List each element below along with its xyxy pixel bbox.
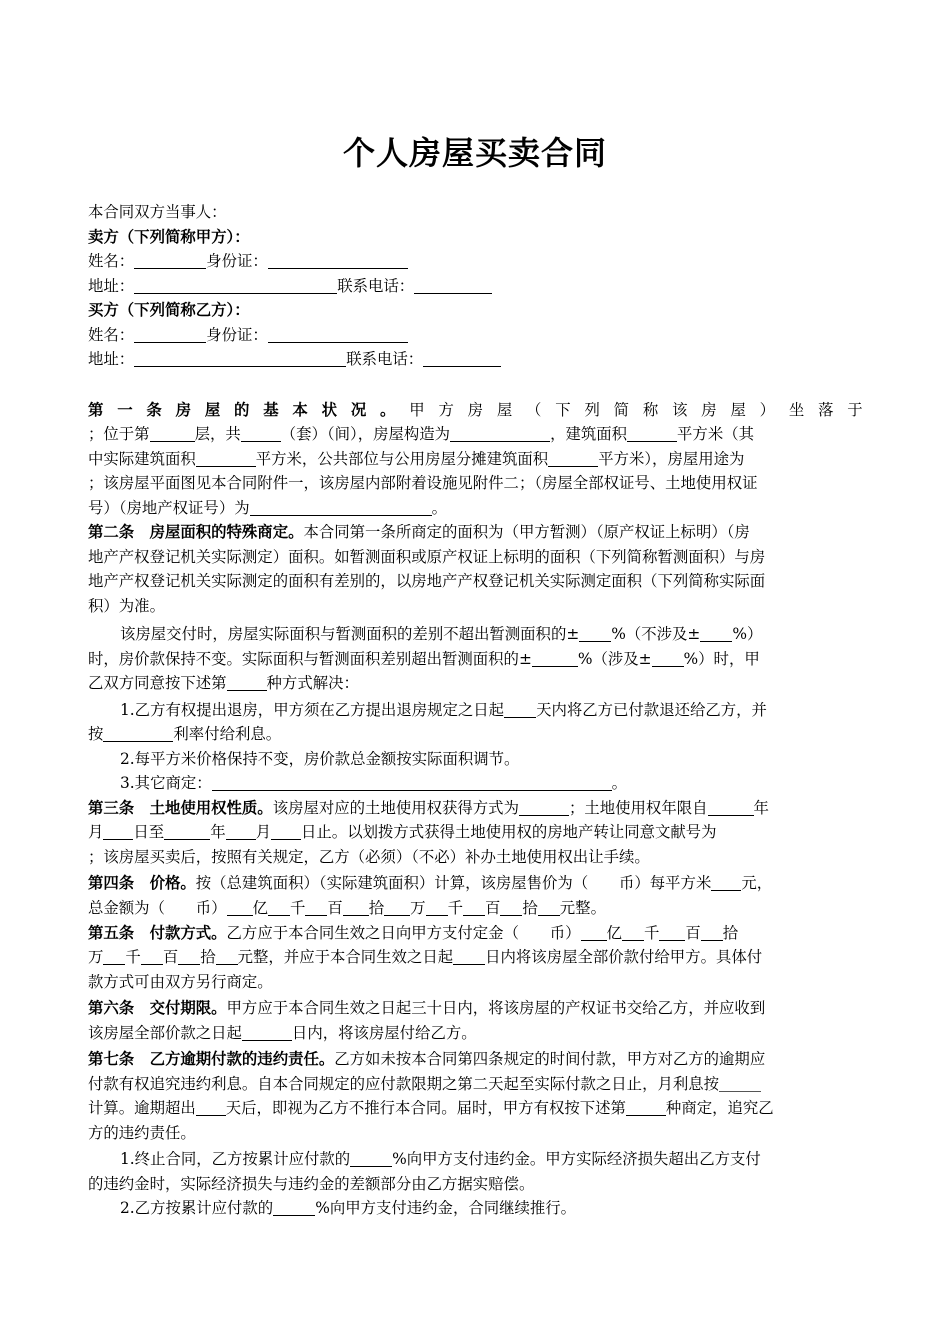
article-5-line-3: 款方式可由双方另行商定。 (88, 973, 273, 991)
text: 本合同第一条所商定的面积为（甲方暂测）（原产权证上标明）（房 (303, 523, 750, 541)
buyer-id-blank[interactable] (268, 326, 408, 343)
article-1-heading-char: 屋 (730, 401, 746, 419)
article-1-heading-char: 于 (847, 401, 863, 419)
article-1-heading-char: 第 (88, 401, 104, 419)
phone-label: 联系电话： (346, 350, 424, 368)
article-2-line-3: 地产产权登记机关实际测定的面积有差别的，以房地产产权登记机关实际测定面积（下列简称实际面 (88, 572, 766, 590)
article-7-option-1-line-1 (88, 1147, 910, 1172)
article-4-heading: 第四条 价格。 (88, 874, 196, 892)
phone-label: 联系电话： (337, 277, 415, 295)
text: 总金额为（ 币） (88, 899, 227, 917)
parties-intro: 本合同双方当事人： (88, 203, 227, 221)
text: 年 (753, 799, 769, 817)
article-1-line-3 (88, 447, 878, 472)
deposit-blank[interactable] (141, 948, 163, 965)
actual-area-blank[interactable] (196, 450, 256, 467)
monthly-interest-blank[interactable] (719, 1075, 761, 1092)
units-blank[interactable] (241, 425, 281, 442)
text: 亿 (606, 924, 622, 942)
article-6-line-1 (88, 996, 878, 1021)
article-2-para-2-line-3 (88, 671, 878, 696)
other-terms-blank[interactable] (212, 774, 612, 791)
text: 日内，将该房屋付给乙方。 (291, 1024, 477, 1042)
deposit-blank[interactable] (701, 924, 723, 941)
text: 万 (88, 948, 104, 966)
acquisition-method-blank[interactable] (519, 799, 569, 816)
end-month-blank[interactable] (226, 823, 256, 840)
article-1-heading-char: 条 (146, 401, 162, 419)
text: 。 (611, 774, 628, 792)
text: 月 (255, 823, 272, 841)
text: 按 (88, 725, 104, 743)
text: （套）（间），房屋构造为 (280, 425, 451, 443)
text: 千 (447, 899, 463, 917)
text: %向甲方支付违约金。甲方实际经济损失超出乙方支付 (392, 1150, 761, 1168)
text: 拾 (368, 899, 385, 917)
text: %（涉及± (577, 650, 652, 668)
text: 按（总建筑面积）（实际建筑面积）计算，该房屋售价为（ 币）每平方米 (195, 874, 712, 892)
deposit-blank[interactable] (178, 948, 200, 965)
text: 该房屋交付时，房屋实际面积与暂测面积的差别不超出暂测面积的± (120, 625, 580, 643)
article-1-heading-char: 房 (175, 401, 192, 419)
shared-area-blank[interactable] (548, 450, 598, 467)
article-2-option-1-line-2 (88, 722, 878, 747)
text: 。 (431, 499, 448, 517)
start-day-blank[interactable] (103, 823, 133, 840)
article-2-line-4: 积）为准。 (88, 597, 165, 615)
article-1-heading-char: 。 (380, 401, 396, 419)
article-1-line-4: ；该房屋平面图见本合同附件一，该房屋内部附着设施见附件二；（房屋全部权证号、土地使用权证 (88, 474, 758, 492)
article-1-heading-char: 甲 (409, 401, 425, 419)
text: %） (732, 625, 763, 643)
id-label: 身份证： (206, 326, 268, 344)
article-1-heading-char: 的 (234, 401, 250, 419)
text: 平方米，公共部位与公用房屋分摊建筑面积 (255, 450, 549, 468)
article-1-heading (88, 398, 863, 423)
amount-blank[interactable] (227, 899, 253, 916)
name-label: 姓名： (88, 252, 135, 270)
article-7-heading: 第七条 乙方逾期付款的违约责任。 (88, 1050, 335, 1068)
tolerance-blank[interactable] (700, 625, 732, 642)
article-3-heading: 第三条 土地使用权性质。 (88, 799, 273, 817)
text: %）时，甲 (683, 650, 760, 668)
floor-blank[interactable] (150, 425, 195, 442)
text: 元， (741, 874, 773, 892)
article-2-para-2-line-2 (88, 647, 878, 672)
text: 万 (410, 899, 426, 917)
article-1-heading-char: 列 (584, 401, 600, 419)
article-2-line-1 (88, 520, 878, 545)
text: 天后，即视为乙方不推行本合同。届时，甲方有权按下述第 (225, 1099, 626, 1117)
amount-blank[interactable] (538, 899, 560, 916)
amount-blank[interactable] (384, 899, 410, 916)
article-2-line-2: 地产产权登记机关实际测定）面积。如暂测面积或原产权证上标明的面积（下列简称暂测面积）与房 (88, 548, 766, 566)
text: 日内将该房屋全部价款付给甲方。具体付 (485, 948, 763, 966)
penalty-percent-blank[interactable] (350, 1150, 392, 1167)
text: 亿 (252, 899, 268, 917)
amount-blank[interactable] (426, 899, 448, 916)
text: 拾 (522, 899, 538, 917)
interest-rate-blank[interactable] (103, 725, 173, 742)
article-1-heading-char: 房 (701, 401, 717, 419)
article-1-heading-char: 一 (117, 401, 133, 419)
article-1-heading-char: 屋 (204, 401, 221, 419)
tolerance-blank[interactable] (579, 625, 611, 642)
text: 中实际建筑面积 (88, 450, 196, 468)
text: 乙双方同意按下述第 (88, 674, 227, 692)
text: %向甲方支付违约金，合同继续推行。 (315, 1199, 577, 1217)
text: 1.乙方有权提出退房，甲方须在乙方提出退房规定之日起 (120, 701, 505, 719)
amount-blank[interactable] (343, 899, 369, 916)
article-7-option-2 (88, 1196, 910, 1221)
penalty-percent-blank[interactable] (273, 1199, 315, 1216)
article-6-line-2 (88, 1021, 878, 1046)
text: 该房屋对应的土地使用权获得方式为 (272, 799, 519, 817)
article-4-line-2 (88, 896, 878, 921)
text: 该房屋全部价款之日起 (88, 1024, 242, 1042)
text: 百 (327, 899, 343, 917)
text: 日止。以划拨方式获得土地使用权的房地产转让同意文献号为 (301, 823, 717, 841)
article-1-heading-char: 该 (672, 401, 688, 419)
article-1-line-2 (88, 422, 878, 447)
text: 千 (125, 948, 141, 966)
buyer-name-line (88, 323, 878, 348)
delivery-days-blank[interactable] (242, 1024, 292, 1041)
text: 号）（房地产权证号）为 (88, 499, 250, 517)
article-2-option-2: 2.每平方米价格保持不变，房价款总金额按实际面积调节。 (120, 750, 520, 768)
document-title: 个人房屋买卖合同 (342, 134, 607, 172)
text: 拾 (722, 924, 739, 942)
article-1-heading-char: 落 (818, 401, 834, 419)
article-1-heading-char: 况 (350, 401, 367, 419)
text: 利率付给利息。 (173, 725, 282, 743)
option-number-blank[interactable] (227, 674, 267, 691)
article-1-heading-char: 称 (642, 401, 659, 419)
text: 3.其它商定： (120, 774, 212, 792)
text: 天内将乙方已付款退还给乙方，并 (536, 701, 767, 719)
text: 时，房价款保持不变。实际面积与暂测面积差别超出暂测面积的± (88, 650, 532, 668)
text: 百 (162, 948, 179, 966)
address-label: 地址： (88, 350, 135, 368)
id-label: 身份证： (206, 252, 268, 270)
text: ，建筑面积 (550, 425, 628, 443)
article-1-heading-char: 基 (263, 401, 279, 419)
text: 层，共 (194, 425, 241, 443)
article-2-para-2-line-1 (88, 622, 910, 647)
article-4-line-1 (88, 871, 878, 896)
refund-days-blank[interactable] (504, 701, 536, 718)
text: 乙方应于本合同生效之日向甲方支付定金（ 币） (226, 924, 581, 942)
option-number-blank[interactable] (626, 1099, 666, 1116)
amount-blank[interactable] (268, 899, 290, 916)
text: 平方米），房屋用途为 (598, 450, 745, 468)
text: %（不涉及± (611, 625, 701, 643)
article-3-line-1 (88, 796, 878, 821)
text: 种方式解决： (266, 674, 359, 692)
buyer-address-blank[interactable] (134, 350, 346, 367)
deposit-blank[interactable] (581, 924, 607, 941)
seller-name-line (88, 249, 878, 274)
deposit-blank[interactable] (216, 948, 238, 965)
article-1-line-5 (88, 496, 878, 521)
tolerance-blank[interactable] (532, 650, 578, 667)
text: 拾 (200, 948, 216, 966)
article-1-heading-char: 坐 (788, 401, 805, 419)
text: 百 (484, 899, 501, 917)
text: 元整，并应于本合同生效之日起 (237, 948, 454, 966)
text: 计算。逾期超出 (88, 1099, 196, 1117)
article-1-heading-char: （ (526, 401, 542, 419)
article-3-line-3: ；该房屋买卖后，按照有关规定，乙方（必须）（不必）补办土地使用权出让手续。 (88, 848, 650, 866)
deposit-blank[interactable] (103, 948, 125, 965)
article-6-heading: 第六条 交付期限。 (88, 999, 227, 1017)
article-1-heading-char: 状 (321, 401, 338, 419)
name-label: 姓名： (88, 326, 135, 344)
article-5-line-2 (88, 945, 878, 970)
article-1-heading-char: 本 (292, 401, 308, 419)
end-year-blank[interactable] (164, 823, 210, 840)
text: 元整。 (559, 899, 606, 917)
article-3-line-2 (88, 820, 878, 845)
article-5-line-1 (88, 921, 878, 946)
article-1-heading-char: 简 (613, 401, 630, 419)
deposit-blank[interactable] (622, 924, 644, 941)
text: 月 (88, 823, 104, 841)
article-1-heading-char: 房 (467, 401, 484, 419)
article-2-option-3 (88, 771, 910, 796)
text: 日至 (133, 823, 165, 841)
text: 千 (643, 924, 660, 942)
text: ；位于第 (88, 425, 150, 443)
article-7-line-1 (88, 1047, 878, 1072)
article-2-option-1-line-1 (88, 698, 910, 723)
text: 乙方如未按本合同第四条规定的时间付款，甲方对乙方的逾期应 (334, 1050, 766, 1068)
text: 百 (685, 924, 701, 942)
start-year-blank[interactable] (708, 799, 754, 816)
building-area-blank[interactable] (627, 425, 677, 442)
buyer-name-blank[interactable] (134, 326, 206, 343)
article-5-heading: 第五条 付款方式。 (88, 924, 227, 942)
address-label: 地址： (88, 277, 135, 295)
article-7-line-2 (88, 1072, 878, 1097)
end-day-blank[interactable] (271, 823, 301, 840)
text: 平方米（其 (677, 425, 754, 443)
seller-phone-blank[interactable] (414, 277, 492, 294)
structure-blank[interactable] (450, 425, 550, 442)
buyer-address-line (88, 347, 878, 372)
text: 付款有权追究违约利息。自本合同规定的应付款限期之第二天起至实际付款之日止，月利息按 (88, 1075, 720, 1093)
payment-days-blank[interactable] (453, 948, 485, 965)
article-7-option-1-line-2: 的违约金时，实际经济损失与违约金的差额部分由乙方据实赔偿。 (88, 1175, 535, 1193)
article-7-line-4: 方的违约责任。 (88, 1124, 196, 1142)
seller-name-blank[interactable] (134, 252, 206, 269)
article-1-heading-char: 下 (555, 401, 571, 419)
text: ；土地使用权年限自 (568, 799, 708, 817)
text: 甲方应于本合同生效之日起三十日内，将该房屋的产权证书交给乙方，并应收到 (226, 999, 766, 1017)
seller-heading: 卖方（下列简称甲方）： (88, 228, 250, 246)
text: 1.终止合同，乙方按累计应付款的 (120, 1150, 351, 1168)
text: 千 (289, 899, 306, 917)
text: 年 (210, 823, 226, 841)
article-2-heading: 第二条 房屋面积的特殊商定。 (88, 523, 304, 541)
tolerance-blank[interactable] (652, 650, 684, 667)
buyer-heading: 买方（下列简称乙方）： (88, 301, 250, 319)
buyer-phone-blank[interactable] (423, 350, 501, 367)
amount-blank[interactable] (463, 899, 485, 916)
text: 2.乙方按累计应付款的 (120, 1199, 274, 1217)
article-1-heading-char: 方 (438, 401, 454, 419)
unit-price-blank[interactable] (711, 874, 741, 891)
seller-id-blank[interactable] (268, 252, 408, 269)
deposit-blank[interactable] (659, 924, 685, 941)
seller-address-blank[interactable] (134, 277, 337, 294)
seller-address-line (88, 274, 878, 299)
article-1-heading-char: ） (759, 401, 776, 419)
amount-blank[interactable] (500, 899, 522, 916)
article-7-line-3 (88, 1096, 878, 1121)
article-1-heading-char: 屋 (496, 401, 513, 419)
overdue-days-blank[interactable] (196, 1099, 226, 1116)
certificate-number-blank[interactable] (250, 499, 432, 516)
amount-blank[interactable] (305, 899, 327, 916)
text: 种商定，追究乙 (665, 1099, 774, 1117)
